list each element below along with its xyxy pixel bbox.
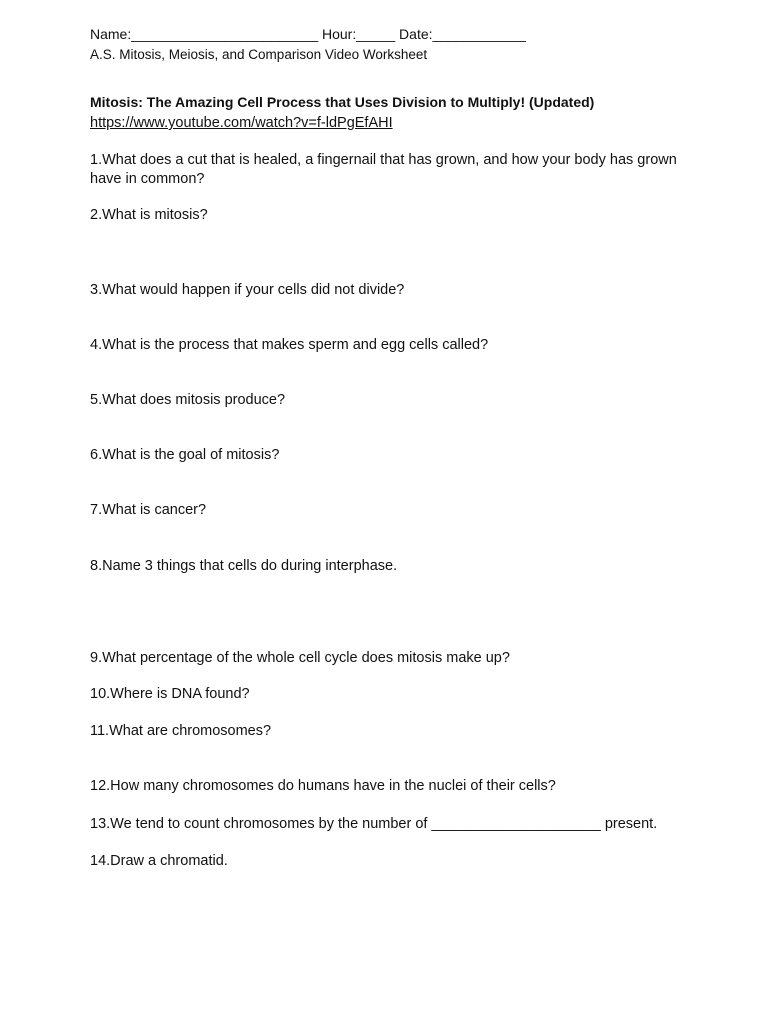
question-11: 11.What are chromosomes? [90,723,272,739]
question-14: 14.Draw a chromatid. [90,853,228,869]
question-9: 9.What percentage of the whole cell cycle does mitosis make up? [90,650,510,666]
question-8: 8.Name 3 things that cells do during interphase. [90,558,398,574]
question-5: 5.What does mitosis produce? [90,392,286,408]
question-4: 4.What is the process that makes sperm and egg cells called? [90,337,489,353]
question-6: 6.What is the goal of mitosis? [90,447,280,463]
video-title: Mitosis: The Amazing Cell Process that Uses Division to Multiply! (Updated) [90,94,595,110]
name-hour-date-fields: Name:________________________ Hour:_____ Date:____________ [90,26,526,42]
video-link[interactable]: https://www.youtube.com/watch?v=f-ldPgEfAHI [90,115,393,131]
question-1: 1.What does a cut that is healed, a fingernail that has grown, and how your body has grown have in common? [90,152,677,187]
question-12: 12.How many chromosomes do humans have in the nuclei of their cells? [90,778,556,794]
question-2: 2.What is mitosis? [90,207,208,223]
question-3: 3.What would happen if your cells did not divide? [90,282,405,298]
question-7: 7.What is cancer? [90,502,207,518]
question-10: 10.Where is DNA found? [90,686,250,702]
worksheet-subtitle: A.S. Mitosis, Meiosis, and Comparison Video Worksheet [90,47,428,62]
question-13: 13.We tend to count chromosomes by the number of _____________________ present. [90,816,658,832]
